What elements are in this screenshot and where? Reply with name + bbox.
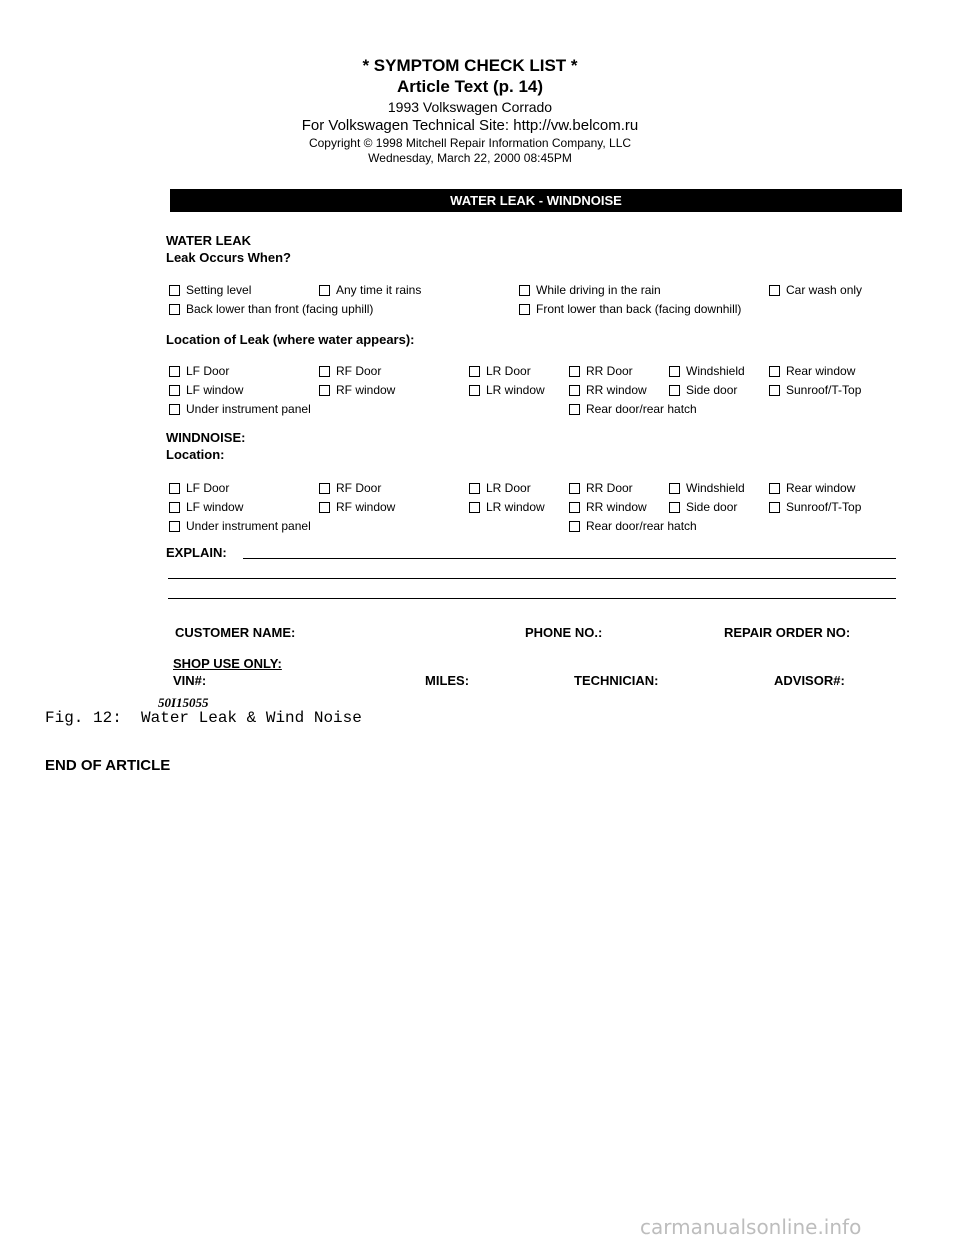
checkbox-square-icon: [169, 285, 180, 296]
checkbox-square-icon: [319, 385, 330, 396]
water-leak-heading: WATER LEAK: [166, 233, 251, 248]
checkbox-while-driving[interactable]: While driving in the rain: [519, 283, 661, 297]
checkbox-square-icon: [569, 366, 580, 377]
checkbox-square-icon: [169, 385, 180, 396]
checkbox-wn-rear-window[interactable]: Rear window: [769, 481, 855, 495]
vin-label: VIN#:: [173, 673, 207, 688]
end-of-article: END OF ARTICLE: [45, 757, 171, 774]
checkbox-square-icon: [769, 385, 780, 396]
explain-label: EXPLAIN:: [166, 545, 227, 560]
checkbox-square-icon: [769, 483, 780, 494]
explain-line-1[interactable]: [243, 558, 896, 559]
checkbox-wn-sunroof[interactable]: Sunroof/T-Top: [769, 500, 861, 514]
checkbox-wl-rf-window[interactable]: RF window: [319, 383, 395, 397]
checkbox-square-icon: [469, 385, 480, 396]
checkbox-wl-lf-window[interactable]: LF window: [169, 383, 243, 397]
copyright-line: Copyright © 1998 Mitchell Repair Information Company, LLC: [308, 136, 632, 150]
explain-line-3[interactable]: [168, 598, 896, 599]
checkbox-setting-level[interactable]: Setting level: [169, 283, 251, 297]
checkbox-square-icon: [169, 521, 180, 532]
checkbox-square-icon: [519, 285, 530, 296]
checkbox-square-icon: [319, 502, 330, 513]
windnoise-heading: WINDNOISE:: [166, 430, 246, 445]
checkbox-wl-sunroof[interactable]: Sunroof/T-Top: [769, 383, 861, 397]
form-banner: WATER LEAK - WINDNOISE: [170, 189, 902, 212]
checkbox-wl-rr-window[interactable]: RR window: [569, 383, 647, 397]
checkbox-wl-rf-door[interactable]: RF Door: [319, 364, 381, 378]
customer-name-label: CUSTOMER NAME:: [175, 625, 296, 640]
checkbox-square-icon: [519, 304, 530, 315]
checkbox-square-icon: [769, 285, 780, 296]
miles-label: MILES:: [425, 673, 470, 688]
checkbox-wn-lf-door[interactable]: LF Door: [169, 481, 229, 495]
checkbox-wl-lr-window[interactable]: LR window: [469, 383, 545, 397]
checkbox-square-icon: [319, 285, 330, 296]
checkbox-wn-rr-door[interactable]: RR Door: [569, 481, 633, 495]
watermark: carmanualsonline.info: [640, 1215, 862, 1239]
checkbox-square-icon: [169, 502, 180, 513]
checkbox-wl-side-door[interactable]: Side door: [669, 383, 737, 397]
checkbox-square-icon: [169, 404, 180, 415]
checkbox-wl-windshield[interactable]: Windshield: [669, 364, 745, 378]
checkbox-square-icon: [169, 304, 180, 315]
checkbox-wn-rr-window[interactable]: RR window: [569, 500, 647, 514]
checkbox-wl-rear-window[interactable]: Rear window: [769, 364, 855, 378]
phone-label: PHONE NO.:: [525, 625, 603, 640]
checkbox-any-time-it-rains[interactable]: Any time it rains: [319, 283, 421, 297]
checkbox-wn-windshield[interactable]: Windshield: [669, 481, 745, 495]
windnoise-location-heading: Location:: [166, 447, 225, 462]
checkbox-wn-under-panel[interactable]: Under instrument panel: [169, 519, 311, 533]
checkbox-wn-lf-window[interactable]: LF window: [169, 500, 243, 514]
page-subtitle: Article Text (p. 14): [396, 77, 544, 96]
checkbox-back-lower[interactable]: Back lower than front (facing uphill): [169, 302, 373, 316]
checkbox-square-icon: [569, 404, 580, 415]
checkbox-square-icon: [319, 366, 330, 377]
technician-label: TECHNICIAN:: [574, 673, 659, 688]
checkbox-square-icon: [469, 483, 480, 494]
checkbox-square-icon: [469, 502, 480, 513]
checkbox-wn-rear-hatch[interactable]: Rear door/rear hatch: [569, 519, 697, 533]
checkbox-wl-lr-door[interactable]: LR Door: [469, 364, 531, 378]
checkbox-square-icon: [669, 502, 680, 513]
checkbox-car-wash-only[interactable]: Car wash only: [769, 283, 862, 297]
checkbox-wl-rear-hatch[interactable]: Rear door/rear hatch: [569, 402, 697, 416]
checkbox-square-icon: [669, 366, 680, 377]
date-line: Wednesday, March 22, 2000 08:45PM: [368, 151, 572, 165]
site-line: For Volkswagen Technical Site: http://vw.belcom.ru: [301, 117, 639, 134]
checkbox-square-icon: [669, 385, 680, 396]
checkbox-wn-rf-door[interactable]: RF Door: [319, 481, 381, 495]
checkbox-square-icon: [569, 521, 580, 532]
checkbox-wl-lf-door[interactable]: LF Door: [169, 364, 229, 378]
page-title: * SYMPTOM CHECK LIST *: [362, 56, 578, 75]
checkbox-square-icon: [769, 366, 780, 377]
checkbox-wl-rr-door[interactable]: RR Door: [569, 364, 633, 378]
checkbox-wn-rf-window[interactable]: RF window: [319, 500, 395, 514]
figure-caption: Fig. 12: Water Leak & Wind Noise: [45, 709, 362, 727]
checkbox-wn-lr-window[interactable]: LR window: [469, 500, 545, 514]
checkbox-wl-under-panel[interactable]: Under instrument panel: [169, 402, 311, 416]
checkbox-square-icon: [569, 483, 580, 494]
leak-occurs-heading: Leak Occurs When?: [166, 250, 291, 265]
checkbox-front-lower[interactable]: Front lower than back (facing downhill): [519, 302, 741, 316]
leak-location-heading: Location of Leak (where water appears):: [166, 332, 415, 347]
checkbox-square-icon: [169, 483, 180, 494]
checkbox-wn-lr-door[interactable]: LR Door: [469, 481, 531, 495]
checkbox-square-icon: [769, 502, 780, 513]
checkbox-square-icon: [569, 502, 580, 513]
checkbox-square-icon: [569, 385, 580, 396]
checkbox-wn-side-door[interactable]: Side door: [669, 500, 737, 514]
checkbox-square-icon: [319, 483, 330, 494]
explain-line-2[interactable]: [168, 578, 896, 579]
checkbox-square-icon: [669, 483, 680, 494]
vehicle-line: 1993 Volkswagen Corrado: [387, 99, 553, 115]
checkbox-square-icon: [469, 366, 480, 377]
checkbox-square-icon: [169, 366, 180, 377]
figure-id: 50I15055: [158, 695, 209, 710]
repair-order-label: REPAIR ORDER NO:: [724, 625, 851, 640]
shop-use-label: SHOP USE ONLY:: [173, 656, 282, 671]
advisor-label: ADVISOR#:: [774, 673, 845, 688]
